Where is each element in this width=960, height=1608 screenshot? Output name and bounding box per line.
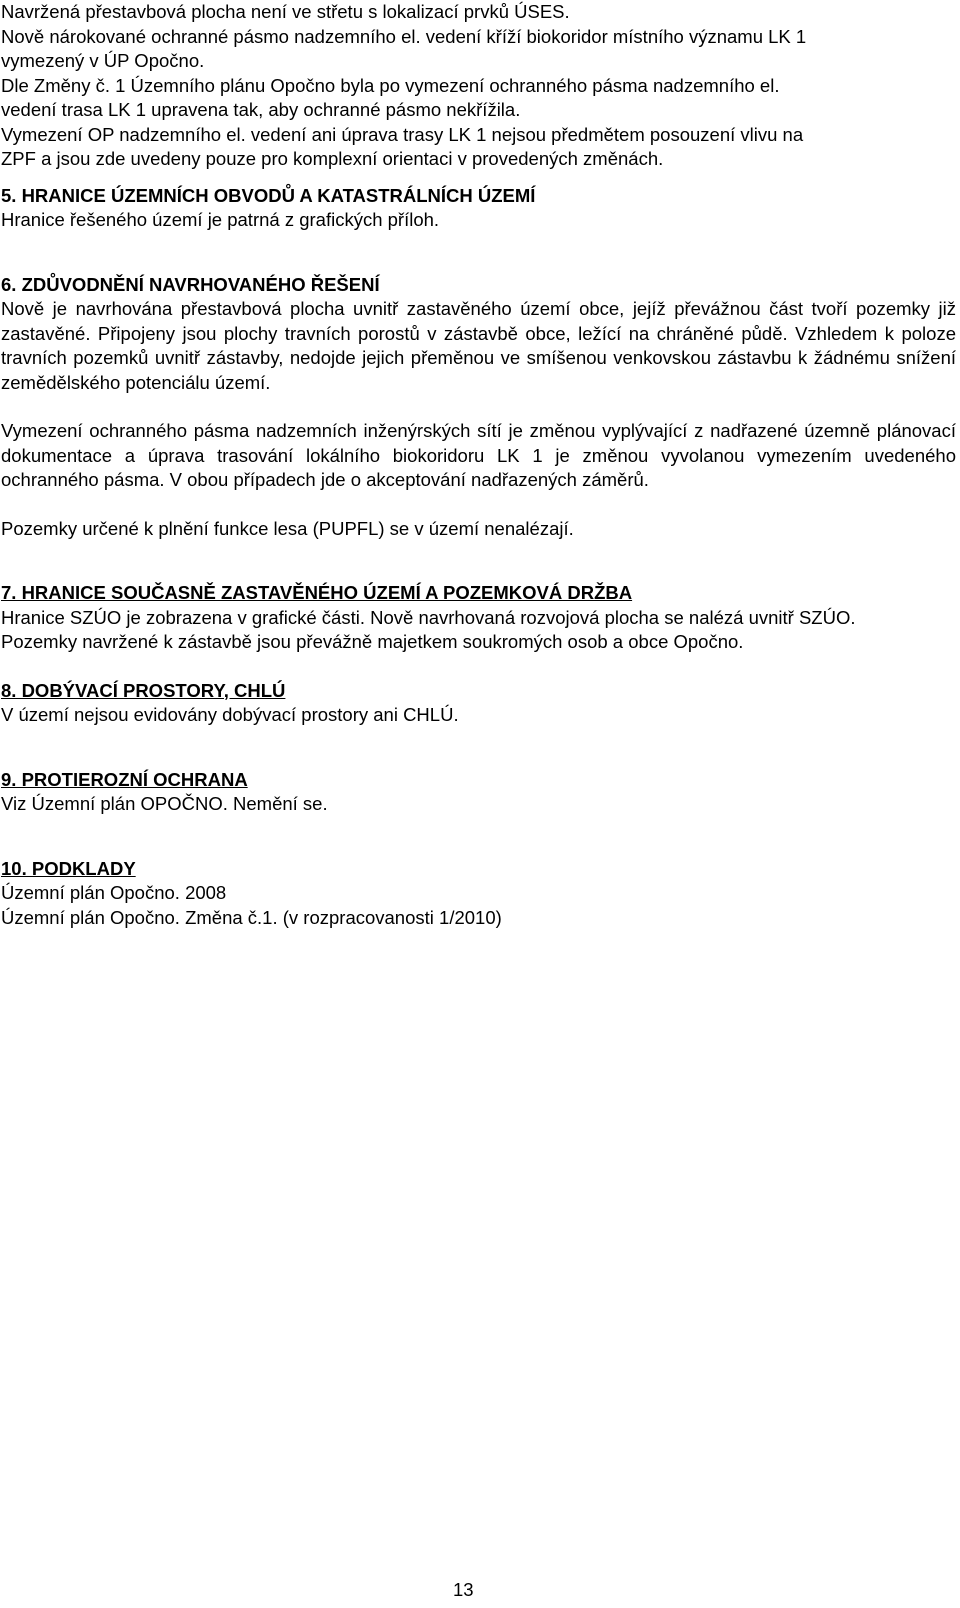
section-7-paragraph-2: Pozemky navržené k zástavbě jsou převážně majetkem soukromých osob a obce Opočno. (1, 631, 744, 652)
section-8-text: V území nejsou evidovány dobývací prostory ani CHLÚ. (1, 704, 459, 725)
section-9-heading: 9. PROTIEROZNÍ OCHRANA (1, 768, 248, 790)
section-6-heading: 6. ZDŮVODNĚNÍ NAVRHOVANÉHO ŘEŠENÍ (1, 273, 380, 295)
document-body (1, 0, 956, 930)
intro-line-5: vedení trasa LK 1 upravena tak, aby ochranné pásmo nekřížila. (1, 99, 521, 120)
intro-line-7: ZPF a jsou zde uvedeny pouze pro komplexní orientaci v provedených změnách. (1, 148, 664, 169)
section-6-paragraph-3: Pozemky určené k plnění funkce lesa (PUPFL) se v území nenalézají. (1, 517, 574, 539)
intro-line-4: Dle Změny č. 1 Územního plánu Opočno byla po vymezení ochranného pásma nadzemního el. (1, 74, 780, 96)
intro-line-1: Navržená přestavbová plocha není ve střetu s lokalizací prvků ÚSES. (1, 1, 570, 22)
section-7-heading: 7. HRANICE SOUČASNĚ ZASTAVĚNÉHO ÚZEMÍ A POZEMKOVÁ DRŽBA (1, 582, 633, 603)
section-7-paragraph-1: Hranice SZÚO je zobrazena v grafické části. Nově navrhovaná rozvojová plocha se nalézá uvnitř SZÚO. (1, 606, 856, 628)
section-9-text: Viz Územní plán OPOČNO. Nemění se. (1, 793, 328, 814)
intro-line-2: Nově nárokované ochranné pásmo nadzemního el. vedení kříží biokoridor místního významu LK 1 (1, 25, 807, 47)
section-8-heading: 8. DOBÝVACÍ PROSTORY, CHLÚ (1, 679, 286, 701)
section-6-paragraph-1: Nově je navrhována přestavbová plocha uvnitř zastavěného území obce, jejíž převážnou část tvoří pozemky již zastavěné. Připojeny jsou plochy travních porostů v zástavbě obce, ležící na chráněné půdě. Vzhledem k poloze travních pozemků uvnitř zástavby, nedojde jejich přeměnou ve smíšenou venkovskou zástavbu k žádnému snížení zemědělského potenciálu území. (1, 298, 956, 393)
reference-item-2: Územní plán Opočno. Změna č.1. (v rozpracovanosti 1/2010) (1, 906, 502, 928)
intro-line-6: Vymezení OP nadzemního el. vedení ani úprava trasy LK 1 nejsou předmětem posouzení vlivu na (1, 123, 804, 145)
reference-item-1: Územní plán Opočno. 2008 (1, 882, 227, 903)
intro-line-3: vymezený v ÚP Opočno. (1, 50, 205, 71)
section-10-heading: 10. PODKLADY (1, 857, 136, 879)
page-number: 13 (453, 1579, 474, 1600)
section-5-text: Hranice řešeného území je patrná z grafických příloh. (1, 209, 440, 230)
section-6-paragraph-2: Vymezení ochranného pásma nadzemních inženýrských sítí je změnou vyplývající z nadřazené územně plánovací dokumentace a úprava trasování lokálního biokoridoru LK 1 je změnou vyvolanou vymezením uvedeného ochranného pásma. V obou případech jde o akceptování nadřazených záměrů. (1, 420, 956, 490)
section-5-heading: 5. HRANICE ÚZEMNÍCH OBVODŮ A KATASTRÁLNÍCH ÚZEMÍ (1, 184, 536, 206)
